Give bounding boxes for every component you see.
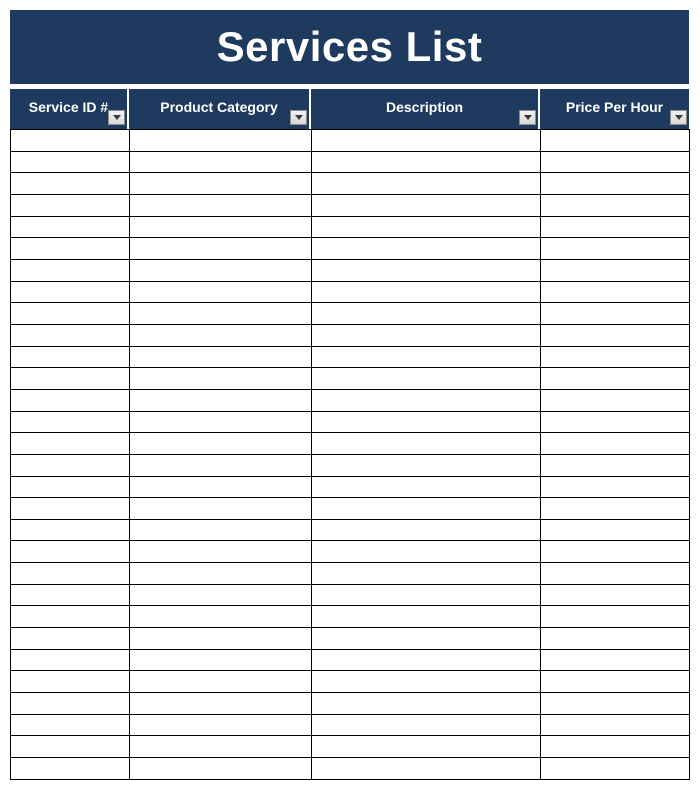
table-row — [11, 498, 690, 520]
cell-description[interactable] — [312, 259, 541, 281]
cell-product-category[interactable] — [130, 173, 312, 195]
cell-product-category[interactable] — [130, 368, 312, 390]
table-row — [11, 693, 690, 715]
cell-service-id[interactable] — [11, 216, 130, 238]
cell-description[interactable] — [312, 519, 541, 541]
cell-description[interactable] — [312, 194, 541, 216]
cell-product-category[interactable] — [130, 259, 312, 281]
table-row — [11, 541, 690, 563]
cell-service-id[interactable] — [11, 194, 130, 216]
cell-product-category[interactable] — [130, 628, 312, 650]
cell-price-per-hour[interactable] — [541, 649, 690, 671]
table-row — [11, 130, 690, 152]
cell-product-category[interactable] — [130, 714, 312, 736]
cell-price-per-hour[interactable] — [541, 541, 690, 563]
cell-description[interactable] — [312, 498, 541, 520]
table-row — [11, 259, 690, 281]
cell-description[interactable] — [312, 476, 541, 498]
cell-description[interactable] — [312, 216, 541, 238]
cell-product-category[interactable] — [130, 194, 312, 216]
cell-price-per-hour[interactable] — [541, 389, 690, 411]
table-row — [11, 584, 690, 606]
table-row — [11, 758, 690, 780]
cell-product-category[interactable] — [130, 584, 312, 606]
column-header-service-id[interactable] — [10, 89, 129, 129]
cell-product-category[interactable] — [130, 519, 312, 541]
cell-service-id[interactable] — [11, 584, 130, 606]
cell-product-category[interactable] — [130, 476, 312, 498]
table-row — [11, 303, 690, 325]
cell-price-per-hour[interactable] — [541, 736, 690, 758]
filter-arrow-icon — [675, 115, 683, 120]
cell-price-per-hour[interactable] — [541, 584, 690, 606]
cell-description[interactable] — [312, 173, 541, 195]
filter-arrow-icon — [113, 115, 121, 120]
cell-price-per-hour[interactable] — [541, 346, 690, 368]
cell-price-per-hour[interactable] — [541, 433, 690, 455]
cell-service-id[interactable] — [11, 714, 130, 736]
cell-product-category[interactable] — [130, 671, 312, 693]
cell-description[interactable] — [312, 238, 541, 260]
cell-description[interactable] — [312, 303, 541, 325]
table-row — [11, 368, 690, 390]
cell-product-category[interactable] — [130, 563, 312, 585]
cell-product-category[interactable] — [130, 433, 312, 455]
cell-service-id[interactable] — [11, 758, 130, 780]
cell-price-per-hour[interactable] — [541, 758, 690, 780]
table-row — [11, 194, 690, 216]
column-header-label: Price Per Hour — [565, 99, 664, 115]
cell-price-per-hour[interactable] — [541, 476, 690, 498]
cell-product-category[interactable] — [130, 346, 312, 368]
cell-price-per-hour[interactable] — [541, 671, 690, 693]
cell-description[interactable] — [312, 130, 541, 152]
cell-description[interactable] — [312, 606, 541, 628]
cell-product-category[interactable] — [130, 324, 312, 346]
column-header-label: Service ID # — [28, 99, 109, 115]
cell-service-id[interactable] — [11, 649, 130, 671]
cell-service-id[interactable] — [11, 736, 130, 758]
cell-product-category[interactable] — [130, 303, 312, 325]
cell-service-id[interactable] — [11, 238, 130, 260]
cell-description[interactable] — [312, 693, 541, 715]
cell-price-per-hour[interactable] — [541, 259, 690, 281]
cell-service-id[interactable] — [11, 281, 130, 303]
cell-description[interactable] — [312, 758, 541, 780]
cell-service-id[interactable] — [11, 130, 130, 152]
table-row — [11, 324, 690, 346]
column-header-label: Product Category — [160, 99, 278, 115]
table-row — [11, 714, 690, 736]
cell-price-per-hour[interactable] — [541, 151, 690, 173]
cell-price-per-hour[interactable] — [541, 606, 690, 628]
filter-arrow-icon — [524, 115, 532, 120]
cell-service-id[interactable] — [11, 671, 130, 693]
cell-description[interactable] — [312, 433, 541, 455]
cell-description[interactable] — [312, 563, 541, 585]
filter-dropdown-button-product-category[interactable] — [290, 110, 307, 125]
cell-service-id[interactable] — [11, 173, 130, 195]
cell-service-id[interactable] — [11, 628, 130, 650]
cell-price-per-hour[interactable] — [541, 519, 690, 541]
cell-product-category[interactable] — [130, 693, 312, 715]
table-row — [11, 281, 690, 303]
cell-service-id[interactable] — [11, 303, 130, 325]
cell-service-id[interactable] — [11, 389, 130, 411]
cell-price-per-hour[interactable] — [541, 411, 690, 433]
table-row — [11, 346, 690, 368]
filter-dropdown-button-description[interactable] — [519, 110, 536, 125]
table-row — [11, 519, 690, 541]
cell-description[interactable] — [312, 649, 541, 671]
cell-description[interactable] — [312, 671, 541, 693]
cell-service-id[interactable] — [11, 498, 130, 520]
cell-service-id[interactable] — [11, 324, 130, 346]
cell-description[interactable] — [312, 324, 541, 346]
cell-price-per-hour[interactable] — [541, 216, 690, 238]
cell-product-category[interactable] — [130, 606, 312, 628]
table-row — [11, 238, 690, 260]
cell-description[interactable] — [312, 541, 541, 563]
cell-description[interactable] — [312, 281, 541, 303]
cell-product-category[interactable] — [130, 454, 312, 476]
table-row — [11, 389, 690, 411]
title-banner — [10, 10, 689, 84]
cell-price-per-hour[interactable] — [541, 693, 690, 715]
cell-price-per-hour[interactable] — [541, 281, 690, 303]
cell-service-id[interactable] — [11, 476, 130, 498]
cell-product-category[interactable] — [130, 281, 312, 303]
services-table-body — [11, 130, 690, 780]
cell-description[interactable] — [312, 389, 541, 411]
cell-service-id[interactable] — [11, 259, 130, 281]
cell-description[interactable] — [312, 346, 541, 368]
table-row — [11, 454, 690, 476]
table-row — [11, 628, 690, 650]
cell-product-category[interactable] — [130, 151, 312, 173]
cell-description[interactable] — [312, 736, 541, 758]
cell-service-id[interactable] — [11, 454, 130, 476]
cell-price-per-hour[interactable] — [541, 714, 690, 736]
table-row — [11, 173, 690, 195]
cell-service-id[interactable] — [11, 606, 130, 628]
cell-product-category[interactable] — [130, 411, 312, 433]
cell-price-per-hour[interactable] — [541, 498, 690, 520]
column-header-product-category[interactable] — [129, 89, 311, 129]
services-table — [10, 129, 690, 780]
cell-product-category[interactable] — [130, 541, 312, 563]
cell-description[interactable] — [312, 628, 541, 650]
cell-price-per-hour[interactable] — [541, 173, 690, 195]
cell-service-id[interactable] — [11, 433, 130, 455]
table-row — [11, 151, 690, 173]
cell-description[interactable] — [312, 368, 541, 390]
page-title: Services List — [216, 23, 483, 70]
cell-price-per-hour[interactable] — [541, 628, 690, 650]
cell-product-category[interactable] — [130, 758, 312, 780]
cell-price-per-hour[interactable] — [541, 238, 690, 260]
cell-price-per-hour[interactable] — [541, 454, 690, 476]
cell-description[interactable] — [312, 411, 541, 433]
cell-price-per-hour[interactable] — [541, 194, 690, 216]
cell-price-per-hour[interactable] — [541, 324, 690, 346]
cell-service-id[interactable] — [11, 346, 130, 368]
column-header-price-per-hour[interactable] — [540, 89, 689, 129]
cell-service-id[interactable] — [11, 368, 130, 390]
table-row — [11, 216, 690, 238]
cell-service-id[interactable] — [11, 519, 130, 541]
cell-product-category[interactable] — [130, 736, 312, 758]
filter-dropdown-button-service-id[interactable] — [108, 110, 125, 125]
filter-arrow-icon — [295, 115, 303, 120]
table-row — [11, 563, 690, 585]
table-header-row — [10, 89, 689, 129]
table-row — [11, 411, 690, 433]
cell-product-category[interactable] — [130, 238, 312, 260]
table-row — [11, 433, 690, 455]
cell-description[interactable] — [312, 151, 541, 173]
cell-description[interactable] — [312, 714, 541, 736]
cell-price-per-hour[interactable] — [541, 130, 690, 152]
cell-price-per-hour[interactable] — [541, 368, 690, 390]
cell-product-category[interactable] — [130, 216, 312, 238]
table-row — [11, 671, 690, 693]
table-row — [11, 736, 690, 758]
column-header-description[interactable] — [311, 89, 540, 129]
filter-dropdown-button-price-per-hour[interactable] — [670, 110, 687, 125]
cell-description[interactable] — [312, 584, 541, 606]
table-row — [11, 649, 690, 671]
cell-service-id[interactable] — [11, 563, 130, 585]
cell-product-category[interactable] — [130, 130, 312, 152]
cell-price-per-hour[interactable] — [541, 563, 690, 585]
cell-service-id[interactable] — [11, 411, 130, 433]
column-header-label: Description — [385, 99, 463, 115]
cell-product-category[interactable] — [130, 649, 312, 671]
table-row — [11, 476, 690, 498]
cell-description[interactable] — [312, 454, 541, 476]
cell-service-id[interactable] — [11, 693, 130, 715]
cell-service-id[interactable] — [11, 541, 130, 563]
table-row — [11, 606, 690, 628]
cell-service-id[interactable] — [11, 151, 130, 173]
cell-price-per-hour[interactable] — [541, 303, 690, 325]
cell-product-category[interactable] — [130, 389, 312, 411]
cell-product-category[interactable] — [130, 498, 312, 520]
